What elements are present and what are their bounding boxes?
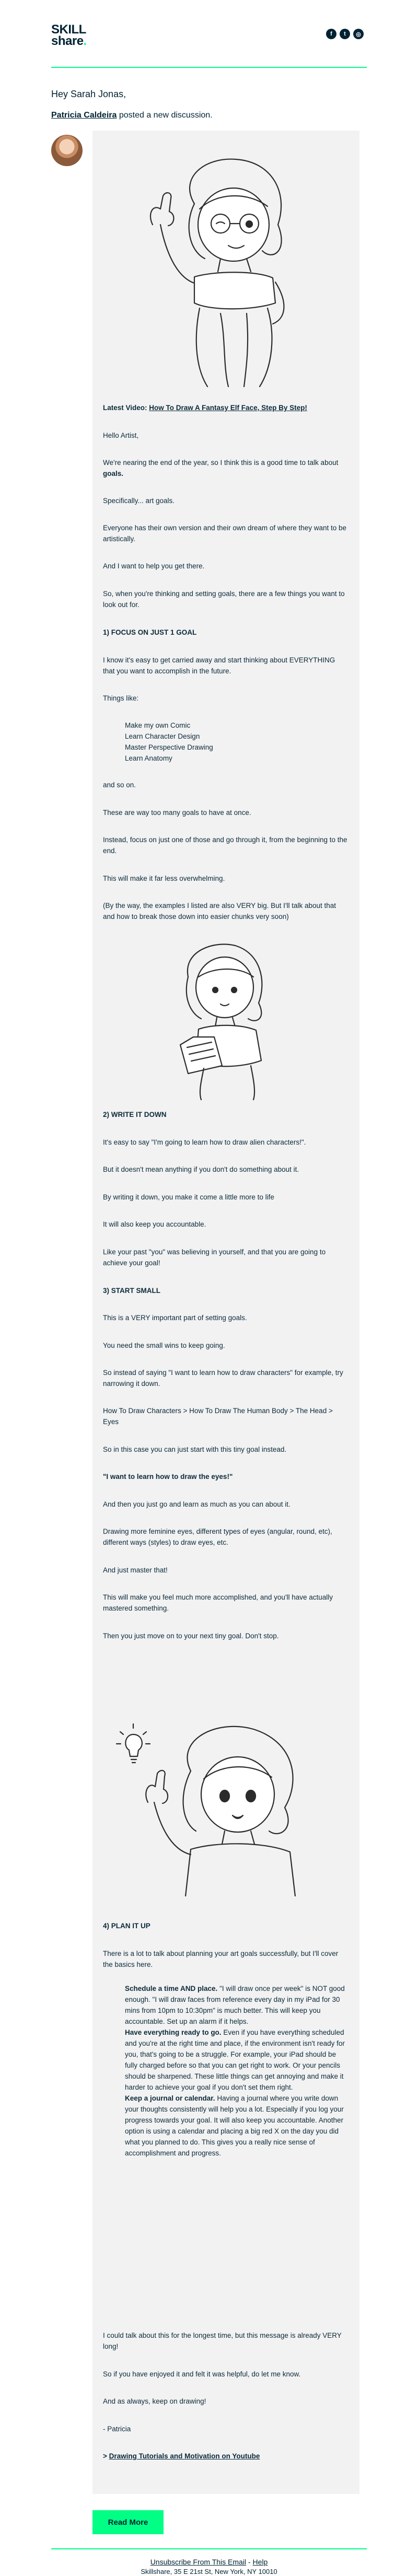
- para: And as always, keep on drawing!: [103, 2397, 206, 2405]
- salutation: Hello Artist,: [103, 432, 139, 439]
- para: And I want to help you get there.: [103, 562, 205, 570]
- para: How To Draw Characters > How To Draw The Human Body > The Head > Eyes: [103, 1407, 333, 1426]
- para: So, when you're thinking and setting goals, there are a few things you want to look out for.: [103, 590, 345, 609]
- para: I know it's easy to get carried away and start thinking about EVERYTHING that you want to accomplish in the future.: [103, 656, 335, 675]
- social-links: [326, 29, 364, 39]
- reading-girl-illustration: [157, 940, 293, 1102]
- tip-text: Even if you have everything scheduled and you're at the right time and place, if the environment isn't ready for you, that's going to be a struggle. For example, your iPad should be fully charged before so that you can get right to work. Or your pencils should be sharpened. These little things can get annoying and make it harder to achieve your goal if you don't set them right.: [125, 2029, 345, 2091]
- section-heading-4: 4) PLAN IT UP: [103, 1922, 150, 1930]
- para: So if you have enjoyed it and felt it was helpful, do let me know.: [103, 2370, 301, 2378]
- logo-dot: .: [83, 34, 87, 48]
- footer-divider: [51, 2548, 367, 2549]
- latest-video-prefix: Latest Video:: [103, 404, 149, 412]
- tip-schedule: [125, 1983, 349, 2027]
- goal-quote: "I want to learn how to draw the eyes!": [103, 1473, 233, 1481]
- section-heading-3: 3) START SMALL: [103, 1287, 160, 1295]
- post-notice-text: posted a new discussion.: [117, 111, 213, 120]
- para: You need the small wins to keep going.: [103, 1342, 225, 1349]
- latest-video-link[interactable]: How To Draw A Fantasy Elf Face, Step By Step!: [149, 404, 307, 412]
- twitter-icon[interactable]: t: [340, 29, 350, 39]
- youtube-prefix: >: [103, 2452, 109, 2460]
- para: and so on.: [103, 781, 136, 789]
- signature: - Patricia: [103, 2425, 131, 2433]
- para: Specifically... art goals.: [103, 497, 175, 505]
- tip-text: "I will draw once per week" is NOT good enough. "I will draw faces from reference every day in my iPad for 30 mins from 10pm to 10:30pm" is much better. This will keep you accountable. Set up an alarm if it helps.: [125, 1985, 345, 2025]
- goals-bold: goals.: [103, 470, 124, 477]
- para: Drawing more feminine eyes, different types of eyes (angular, round, etc), different ways (styles) to draw eyes, etc.: [103, 1528, 332, 1546]
- tip-ready: [125, 2027, 349, 2093]
- footer-address: Skillshare, 35 E 21st St, New York, NY 10010: [141, 2568, 277, 2575]
- section-heading-1: 1) FOCUS ON JUST 1 GOAL: [103, 628, 197, 636]
- idea-girl-illustration: [112, 1719, 332, 1896]
- para: These are way too many goals to have at once.: [103, 809, 251, 817]
- para: And just master that!: [103, 1566, 168, 1574]
- para: This will make it far less overwhelming.: [103, 875, 225, 882]
- para: By writing it down, you make it come a little more to life: [103, 1193, 274, 1201]
- footer-separator: -: [246, 2558, 253, 2566]
- tip-journal: [125, 2093, 349, 2159]
- list-item: Master Perspective Drawing: [125, 743, 213, 751]
- instagram-icon[interactable]: ◎: [353, 29, 364, 39]
- planning-tips: [103, 1983, 349, 2159]
- thumbs-up-girl-illustration: [116, 146, 335, 397]
- footer-links: [0, 2558, 418, 2566]
- para: I could talk about this for the longest time, but this message is already VERY long!: [103, 2332, 342, 2350]
- youtube-link[interactable]: Drawing Tutorials and Motivation on Youtube: [109, 2452, 260, 2460]
- logo-line-1: SKILL: [51, 22, 86, 37]
- post-notice: [51, 111, 213, 120]
- tip-label: Keep a journal or calendar.: [125, 2094, 215, 2102]
- tip-label: Schedule a time AND place.: [125, 1985, 218, 1992]
- latest-video-line: [103, 402, 349, 413]
- help-link[interactable]: Help: [252, 2558, 268, 2566]
- logo-line-2: share: [51, 34, 84, 48]
- facebook-icon[interactable]: f: [326, 29, 336, 39]
- unsubscribe-link[interactable]: Unsubscribe From This Email: [150, 2558, 247, 2566]
- para: It will also keep you accountable.: [103, 1220, 206, 1228]
- header-divider: [51, 67, 367, 68]
- para: This is a VERY important part of setting goals.: [103, 1314, 247, 1322]
- tip-text: Having a journal where you write down your thoughts consistently will help you a lot. Especially if you log your progress towards your goal. It will also keep you accountable. Another option is using a calendar and placing a big red X on the day you did what you planned to do. This gives you a really nice sense of accomplishment and progress.: [125, 2094, 344, 2157]
- para: So in this case you can just start with this tiny goal instead.: [103, 1446, 287, 1453]
- author-link[interactable]: Patricia Caldeira: [51, 111, 117, 120]
- tip-label: Have everything ready to go.: [125, 2029, 222, 2036]
- para: It's easy to say "I'm going to learn how to draw alien characters!".: [103, 1138, 306, 1146]
- author-avatar: [51, 135, 83, 166]
- para-intro-text: We're nearing the end of the year, so I think this is a good time to talk about: [103, 459, 339, 467]
- para: Things like:: [103, 694, 139, 702]
- read-more-button[interactable]: Read More: [92, 2510, 164, 2534]
- goal-list: [103, 720, 370, 764]
- list-item: Make my own Comic: [125, 721, 191, 729]
- para: And then you just go and learn as much as you can about it.: [103, 1500, 291, 1508]
- para: Everyone has their own version and their own dream of where they want to be artistically.: [103, 524, 347, 543]
- para: Instead, focus on just one of those and go through it, from the beginning to the end.: [103, 836, 347, 855]
- section-heading-2: 2) WRITE IT DOWN: [103, 1111, 167, 1118]
- para: So instead of saying "I want to learn how to draw characters" for example, try narrowing it down.: [103, 1369, 343, 1388]
- list-item: Learn Anatomy: [125, 754, 172, 762]
- skillshare-logo[interactable]: [51, 24, 87, 47]
- para: (By the way, the examples I listed are also VERY big. But I'll talk about that and how to break those down into easier chunks very soon): [103, 902, 336, 920]
- para-intro: [103, 457, 349, 479]
- para: Then you just move on to your next tiny goal. Don't stop.: [103, 1632, 279, 1640]
- youtube-line: [103, 2451, 349, 2462]
- email-header: [0, 0, 418, 68]
- greeting: Hey Sarah Jonas,: [51, 89, 126, 99]
- para: But it doesn't mean anything if you don't do something about it.: [103, 1165, 299, 1173]
- para: There is a lot to talk about planning your art goals successfully, but I'll cover the basics here.: [103, 1950, 339, 1968]
- para: This will make you feel much more accomplished, and you'll have actually mastered something.: [103, 1593, 333, 1612]
- para: Like your past "you" was believing in yourself, and that you are going to achieve your goal!: [103, 1248, 326, 1267]
- list-item: Learn Character Design: [125, 732, 200, 740]
